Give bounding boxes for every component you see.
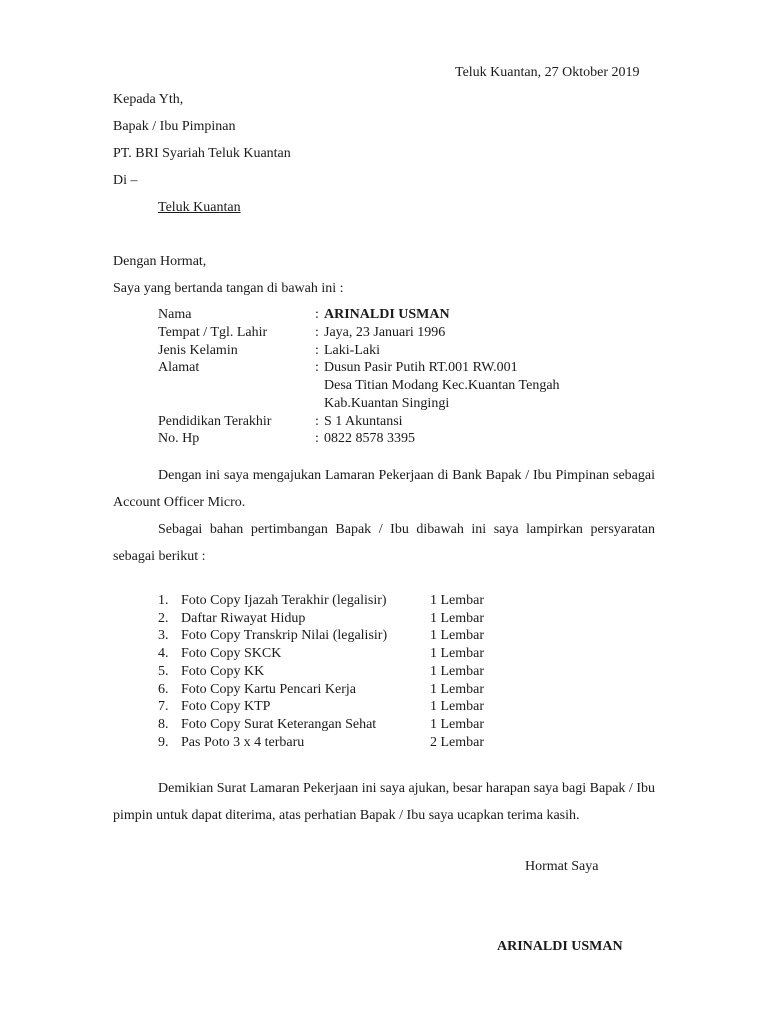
paragraph-requirements-text: Sebagai bahan pertimbangan Bapak / Ibu dibawah ini saya lampirkan persyaratan sebagai berikut :	[113, 522, 655, 564]
identity-colon: :	[315, 343, 319, 358]
paragraph-closing	[113, 775, 655, 829]
identity-label-birth: Tempat / Tgl. Lahir	[158, 325, 268, 340]
intro-line: Saya yang bertanda tangan di bawah ini :	[113, 281, 344, 296]
identity-value-name: ARINALDI USMAN	[324, 307, 450, 322]
identity-label-education: Pendidikan Terakhir	[158, 414, 272, 429]
list-item-number: 3.	[158, 628, 169, 643]
list-item-qty: 1 Lembar	[430, 664, 485, 679]
paragraph-closing-text: Demikian Surat Lamaran Pekerjaan ini saya ajukan, besar harapan saya bagi Bapak / Ibu pimpin untuk dapat diterima, atas perhatian Bapak / Ibu saya ucapkan terima kasih.	[113, 781, 655, 823]
list-item-qty: 2 Lembar	[430, 735, 485, 750]
list-item-qty: 1 Lembar	[430, 611, 485, 626]
identity-value-address-line3: Kab.Kuantan Singingi	[324, 396, 450, 411]
list-item-qty: 1 Lembar	[430, 646, 485, 661]
identity-label-address: Alamat	[158, 360, 200, 375]
list-item: Foto Copy Ijazah Terakhir (legalisir)	[181, 593, 387, 608]
list-item-qty: 1 Lembar	[430, 593, 485, 608]
identity-value-education: S 1 Akuntansi	[324, 414, 403, 429]
identity-label-phone: No. Hp	[158, 431, 200, 446]
identity-value-gender: Laki-Laki	[324, 343, 380, 358]
identity-value-phone: 0822 8578 3395	[324, 431, 415, 446]
greeting: Dengan Hormat,	[113, 254, 207, 269]
identity-colon: :	[315, 307, 319, 322]
identity-colon: :	[315, 325, 319, 340]
identity-value-address-line1: Dusun Pasir Putih RT.001 RW.001	[324, 360, 518, 375]
letter-date: Teluk Kuantan, 27 Oktober 2019	[455, 65, 640, 80]
signer-name: ARINALDI USMAN	[497, 939, 623, 954]
list-item: Foto Copy Kartu Pencari Kerja	[181, 682, 356, 697]
identity-label-gender: Jenis Kelamin	[158, 343, 238, 358]
list-item-qty: 1 Lembar	[430, 717, 485, 732]
list-item-number: 2.	[158, 611, 169, 626]
recipient-company: PT. BRI Syariah Teluk Kuantan	[113, 146, 291, 161]
paragraph-application-text: Dengan ini saya mengajukan Lamaran Pekerjaan di Bank Bapak / Ibu Pimpinan sebagai Account Officer Micro.	[113, 468, 655, 510]
list-item-number: 5.	[158, 664, 169, 679]
list-item-number: 9.	[158, 735, 169, 750]
list-item-number: 1.	[158, 593, 169, 608]
closing-salutation: Hormat Saya	[525, 859, 599, 874]
identity-value-address-line2: Desa Titian Modang Kec.Kuantan Tengah	[324, 378, 560, 393]
list-item-number: 7.	[158, 699, 169, 714]
paragraph-requirements	[113, 516, 655, 570]
identity-colon: :	[315, 414, 319, 429]
paragraph-application	[113, 462, 655, 516]
recipient-salutation: Kepada Yth,	[113, 92, 184, 107]
identity-colon: :	[315, 360, 319, 375]
list-item-number: 6.	[158, 682, 169, 697]
recipient-city: Teluk Kuantan	[158, 200, 241, 215]
list-item: Foto Copy SKCK	[181, 646, 282, 661]
list-item: Daftar Riwayat Hidup	[181, 611, 306, 626]
list-item-qty: 1 Lembar	[430, 682, 485, 697]
list-item-number: 8.	[158, 717, 169, 732]
identity-colon: :	[315, 431, 319, 446]
recipient-at: Di –	[113, 173, 138, 188]
list-item: Foto Copy KTP	[181, 699, 271, 714]
list-item: Foto Copy KK	[181, 664, 265, 679]
list-item: Foto Copy Transkrip Nilai (legalisir)	[181, 628, 388, 643]
identity-value-birth: Jaya, 23 Januari 1996	[324, 325, 446, 340]
recipient-title: Bapak / Ibu Pimpinan	[113, 119, 236, 134]
list-item: Pas Poto 3 x 4 terbaru	[181, 735, 305, 750]
list-item-number: 4.	[158, 646, 169, 661]
list-item-qty: 1 Lembar	[430, 628, 485, 643]
list-item: Foto Copy Surat Keterangan Sehat	[181, 717, 377, 732]
identity-label-name: Nama	[158, 307, 192, 322]
list-item-qty: 1 Lembar	[430, 699, 485, 714]
